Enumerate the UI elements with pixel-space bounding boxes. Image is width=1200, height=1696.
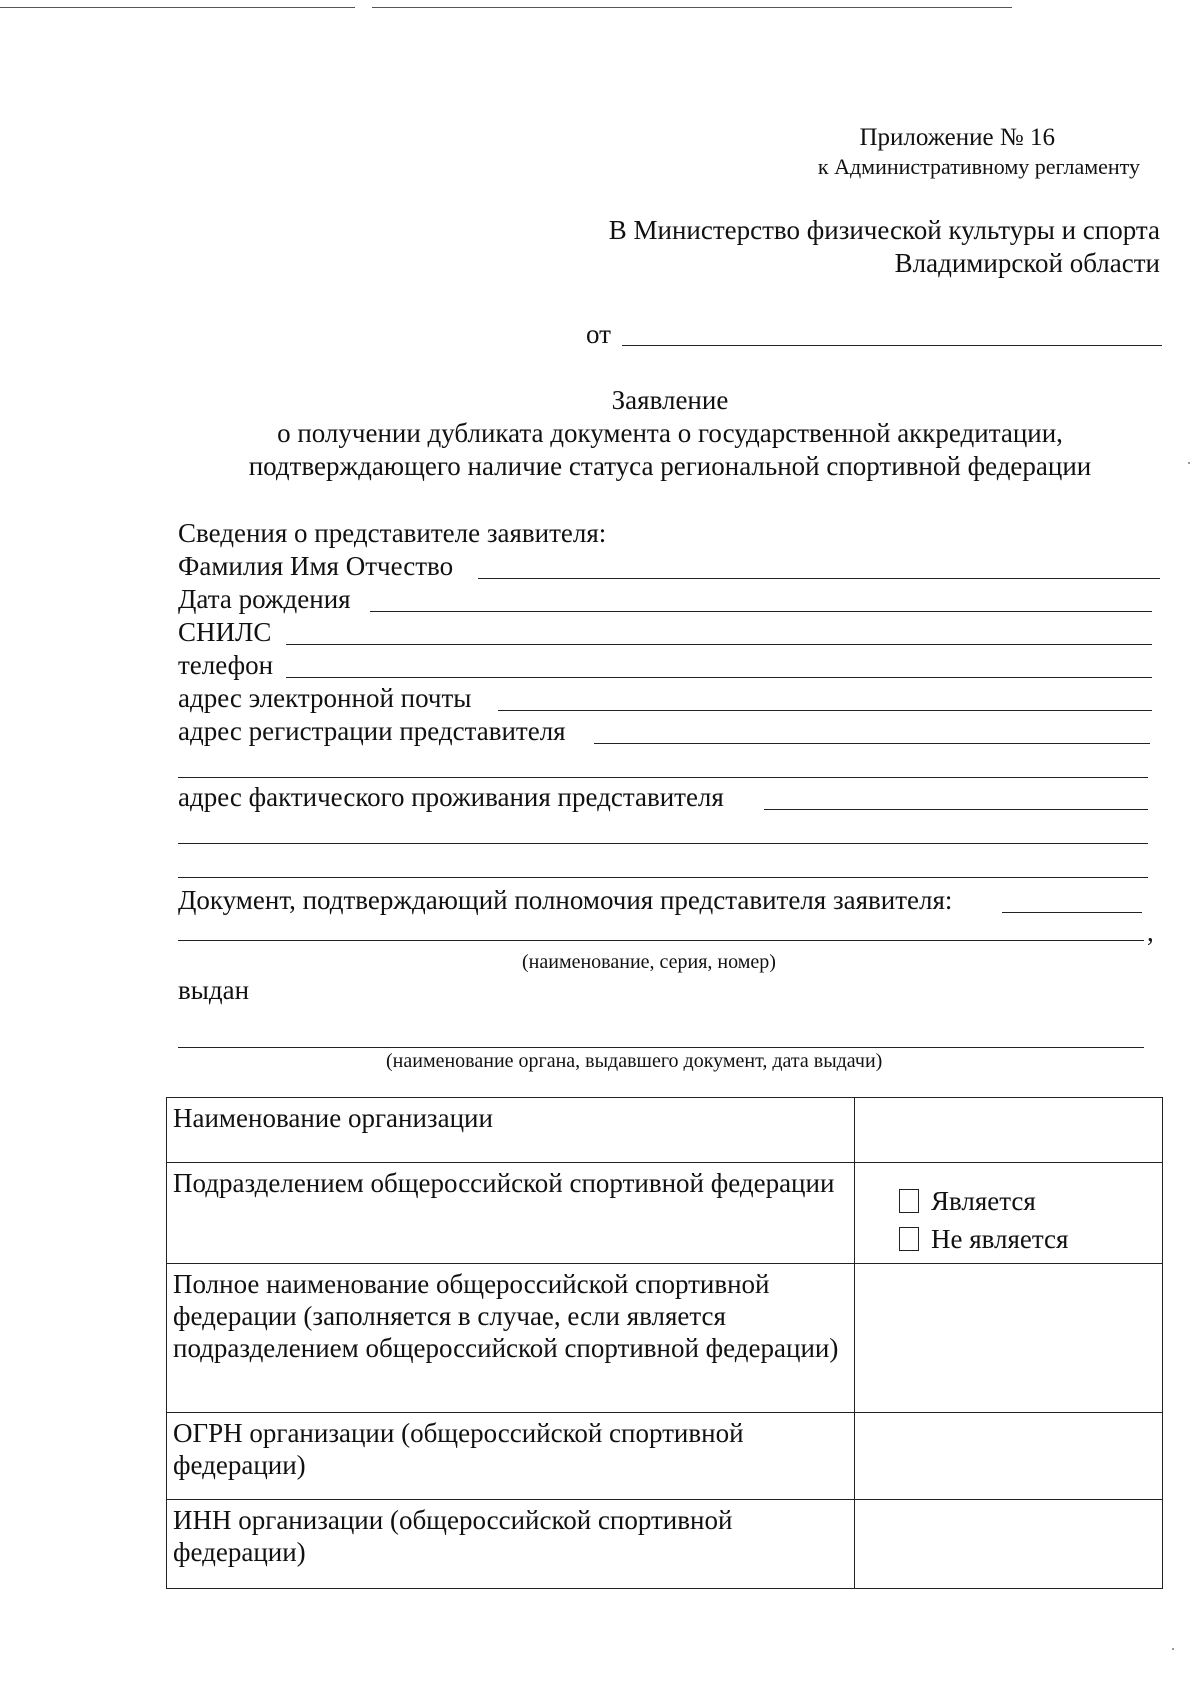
option-yes-label: Является [931,1186,1036,1216]
actual-address-field-continued[interactable] [178,843,1148,844]
from-field[interactable] [622,345,1162,346]
inn-field[interactable] [855,1500,1163,1589]
table-row [167,1413,1163,1500]
table-row [167,1098,1163,1163]
phone-field[interactable] [286,677,1152,678]
email-field[interactable] [498,710,1152,711]
document-subtitle-line-2: подтверждающего наличие статуса региональной спортивной федерации [248,451,1092,481]
comma: , [1147,917,1154,947]
org-name-field[interactable] [855,1098,1163,1163]
option-no-label: Не является [931,1224,1069,1254]
option-no[interactable] [899,1223,1156,1255]
from-label: от [586,319,611,349]
appendix-subtitle: к Административному регламенту [817,154,1140,179]
table-row [167,1163,1163,1264]
scan-edge-line [0,7,355,8]
checkbox-yes[interactable] [899,1189,919,1213]
authority-doc-field[interactable] [1002,912,1142,913]
email-label: адрес электронной почты [178,683,472,713]
scan-speck [1188,462,1190,464]
birth-date-label: Дата рождения [178,584,351,614]
recipient-line-2: Владимирской области [894,248,1160,278]
birth-date-field[interactable] [370,611,1152,612]
snils-label: СНИЛС [178,617,272,647]
checkbox-no[interactable] [899,1227,919,1251]
reg-address-field[interactable] [594,743,1150,744]
org-name-label: Наименование организации [167,1098,855,1163]
organization-table [166,1097,1163,1589]
issued-field[interactable] [178,1047,1144,1048]
issued-caption: (наименование органа, выдавшего документ, дата выдачи) [386,1050,883,1072]
authority-doc-field-continued[interactable] [178,940,1144,941]
option-yes[interactable] [899,1185,1156,1217]
recipient-line-1: В Министерство физической культуры и спорта [608,215,1160,245]
appendix-number: Приложение № 16 [859,124,1055,151]
ogrn-field[interactable] [855,1413,1163,1500]
authority-doc-caption: (наименование, серия, номер) [522,951,776,973]
inn-label: ИНН организации (общероссийской спортивной федерации) [167,1500,855,1589]
reg-address-label: адрес регистрации представителя [178,716,566,746]
actual-address-field[interactable] [764,809,1148,810]
full-name-field[interactable] [478,578,1160,579]
actual-address-label: адрес фактического проживания представителя [178,782,724,812]
federation-full-name-label: Полное наименование общероссийской спортивной федерации (заполняется в случае, если является подразделением общероссийской спортивной федерации) [167,1264,855,1413]
reg-address-field-continued[interactable] [178,777,1148,778]
authority-doc-label: Документ, подтверждающий полномочия представителя заявителя: [178,885,953,915]
full-name-label: Фамилия Имя Отчество [178,551,454,581]
subdivision-label: Подразделением общероссийской спортивной федерации [167,1163,855,1264]
document-subtitle-line-1: о получении дубликата документа о государственной аккредитации, [277,418,1063,448]
phone-label: телефон [178,650,274,680]
ogrn-label: ОГРН организации (общероссийской спортивной федерации) [167,1413,855,1500]
subdivision-options [855,1163,1163,1264]
table-row [167,1264,1163,1413]
scan-speck [1172,1648,1174,1650]
actual-address-field-continued[interactable] [178,877,1148,878]
federation-full-name-field[interactable] [855,1264,1163,1413]
table-row [167,1500,1163,1589]
section-title: Сведения о представителе заявителя: [178,518,607,548]
scan-edge-line [372,7,1012,8]
document-title: Заявление [611,385,729,415]
snils-field[interactable] [286,644,1152,645]
issued-label: выдан [178,975,250,1005]
